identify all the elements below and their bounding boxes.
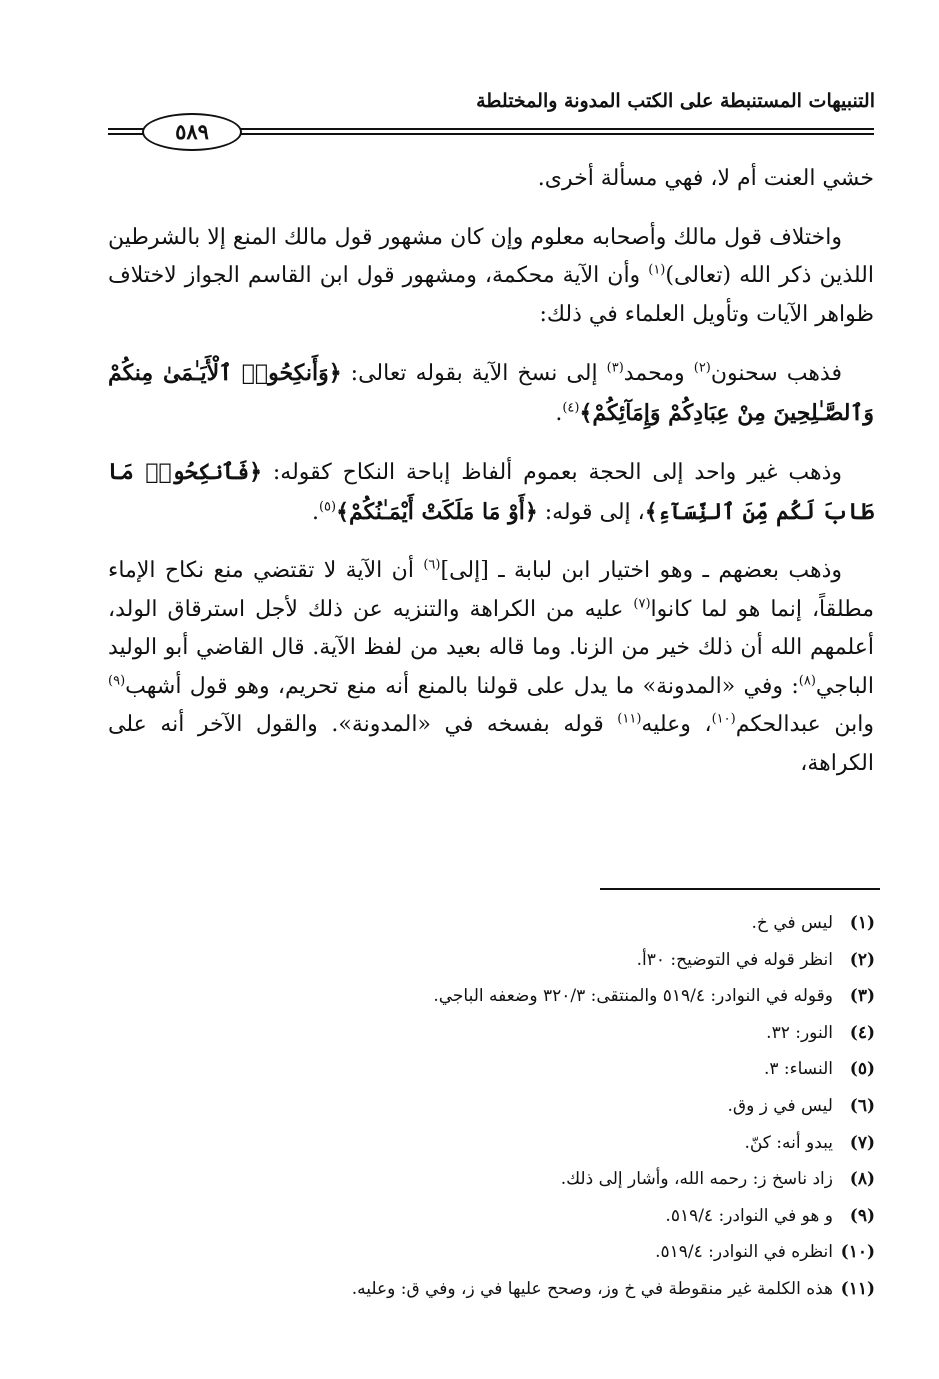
footnote-text: و هو في النوادر: ٥١٩/٤. (665, 1205, 833, 1226)
footnote-item (109, 1234, 875, 1271)
footnote-ref-8: (٨) (798, 673, 816, 689)
footnote-item (109, 1051, 875, 1088)
footnote-item (109, 905, 875, 942)
footnote-ref-11: (١١) (617, 711, 642, 727)
footnote-item (109, 1198, 875, 1235)
footnote-separator (600, 888, 880, 890)
text-span: فذهب سحنون (710, 361, 842, 386)
footnote-item (109, 1271, 875, 1308)
footnote-ref-3: (٣) (606, 360, 624, 376)
quran-verse-nur: ﴿وَأَنكِحُوا۟ ٱلْأَيَـٰمَىٰ مِنكُمْ وَٱلصَّـٰلِحِينَ مِنْ عِبَادِكُمْ وَإِمَآئِكُمْ﴾ (108, 360, 874, 426)
text-span: أن الآية لا تقتضي منع نكاح الإماء مطلقاً، إنما هو لما كانوا (108, 558, 874, 622)
text-span: وذهب بعضهم ـ وهو اختيار ابن لبابة ـ [إلى] (440, 558, 843, 583)
footnote-number: (١٠) (840, 1242, 875, 1263)
footnote-number: (٥) (849, 1059, 875, 1080)
footnote-ref-5: (٥) (318, 499, 337, 515)
text-span: ومحمد (623, 361, 694, 386)
paragraph-3 (108, 354, 874, 433)
footnote-item (109, 1161, 875, 1198)
main-text (108, 160, 874, 783)
running-title: التنبيهات المستنبطة على الكتب المدونة والمختلطة (476, 90, 875, 112)
text-span: قوله بفسخه في «المدونة». والقول الآخر أنه على الكراهة، (108, 712, 874, 776)
text-span: وذهب غير واحد إلى الحجة بعموم ألفاظ إباحة النكاح كقوله: (261, 460, 842, 485)
footnote-ref-1: (١) (648, 262, 666, 278)
paragraph-2 (108, 219, 874, 335)
text-span: . (555, 400, 563, 426)
footnote-number: (٦) (849, 1095, 875, 1116)
footnote-text: انظر قوله في التوضيح: ٣٠أ. (636, 949, 833, 970)
footnote-text: النور: ٣٢. (766, 1022, 833, 1043)
footnote-number: (١١) (840, 1278, 875, 1299)
footnotes-list (109, 905, 875, 1308)
footnote-item (109, 942, 875, 979)
page-number: ٥٨٩ (142, 113, 242, 151)
footnote-item (109, 1015, 875, 1052)
footnote-text: يبدو أنه: كنّ. (744, 1132, 833, 1153)
footnote-text: ليس في خ. (751, 913, 833, 933)
text-span: وابن عبدالحكم (735, 712, 874, 737)
quran-verse-nisa-1: ﴿فَٱنكِحُوا۟ مَا طَابَ لَكُم مِّنَ ٱلنِّسَآءِ﴾ (108, 459, 874, 525)
footnote-number: (٤) (849, 1022, 875, 1043)
footnote-text: ليس في ز وق. (727, 1095, 833, 1116)
text-span: ، إلى قوله: (537, 499, 645, 525)
paragraph-1: خشي العنت أم لا، فهي مسألة أخرى. (537, 166, 874, 191)
footnote-ref-9: (٩) (108, 673, 126, 689)
footnote-item (109, 1125, 875, 1162)
text-span: عليه من الكراهة والتنزيه عن ذلك لأجل استرقاق الولد، أعلمهم الله أن ذلك خير من الزنا. وما قاله بعيد من لفظ الآية. قال القاضي أبو الوليد الباجي (108, 596, 874, 699)
footnote-ref-6: (٦) (423, 557, 441, 573)
text-span: ، وعليه (641, 712, 712, 737)
footnote-number: (٢) (849, 949, 875, 970)
footnote-text: هذه الكلمة غير منقوطة في خ وز، وصحح عليها في ز، وفي ق: وعليه. (351, 1278, 833, 1299)
footnote-text: زاد ناسخ ز: رحمه الله، وأشار إلى ذلك. (560, 1169, 833, 1190)
footnote-number: (٣) (849, 986, 875, 1007)
footnote-ref-7: (٧) (633, 596, 651, 612)
footnote-ref-2: (٢) (693, 360, 711, 376)
footnote-ref-4: (٤) (562, 400, 580, 416)
footnote-number: (٧) (849, 1132, 875, 1153)
footnote-text: انظره في النوادر: ٥١٩/٤. (655, 1242, 833, 1263)
footnote-text: وقوله في النوادر: ٥١٩/٤ والمنتقى: ٣٢٠/٣ وضعفه الباجي. (433, 986, 833, 1007)
footnote-number: (٨) (849, 1169, 875, 1190)
text-span: : وفي «المدونة» ما يدل على قولنا بالمنع أنه منع تحريم، وهو قول أشهب (125, 673, 799, 699)
text-span: . (311, 499, 319, 525)
text-span: وأن الآية محكمة، ومشهور قول ابن القاسم الجواز لاختلاف ظواهر الآيات وتأويل العلماء في ذلك: (108, 263, 874, 327)
paragraph-4 (108, 453, 874, 532)
footnote-number: (١) (849, 913, 875, 933)
footnote-number: (٩) (849, 1205, 875, 1226)
text-span: إلى نسخ الآية بقوله تعالى: (341, 361, 607, 386)
footnote-item (109, 1088, 875, 1125)
paragraph-5 (108, 552, 874, 783)
footnote-text: النساء: ٣. (763, 1059, 833, 1080)
footnote-item (109, 978, 875, 1015)
text-span: واختلاف قول مالك وأصحابه معلوم وإن كان مشهور قول مالك المنع إلا بالشرطين اللذين ذكر الله (تعالى) (108, 224, 874, 288)
quran-verse-nisa-2: ﴿أَوْ مَا مَلَكَتْ أَيْمَـٰنُكُمْ﴾ (336, 498, 538, 525)
footnote-ref-10: (١٠) (711, 711, 736, 727)
